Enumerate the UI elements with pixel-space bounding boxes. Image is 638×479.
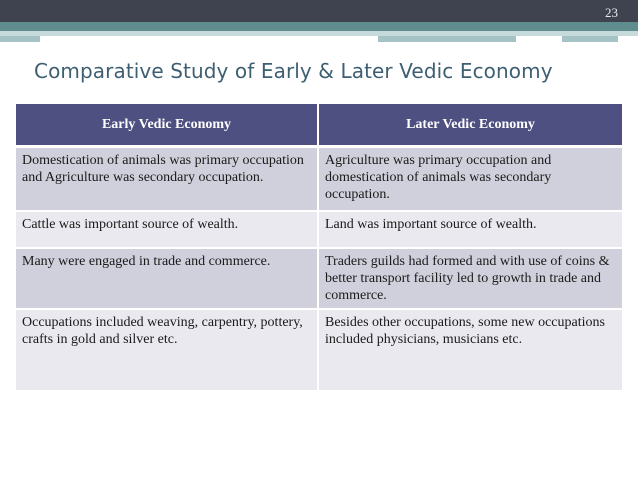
table-cell-later: Besides other occupations, some new occupations included physicians, musicians etc. — [318, 309, 622, 391]
table-header-row — [16, 104, 622, 147]
table-cell-early: Occupations included weaving, carpentry, pottery, crafts in gold and silver etc. — [16, 309, 318, 391]
table-cell-later: Traders guilds had formed and with use of coins & better transport facility led to growth in trade and commerce. — [318, 248, 622, 309]
table-cell-later: Land was important source of wealth. — [318, 211, 622, 248]
table-row — [16, 211, 622, 248]
table-row — [16, 248, 622, 309]
table-cell-early: Many were engaged in trade and commerce. — [16, 248, 318, 309]
header-later-vedic: Later Vedic Economy — [318, 104, 622, 147]
accent-stripe-segment — [562, 36, 618, 42]
slide-number: 23 — [605, 5, 618, 20]
table-row — [16, 309, 622, 391]
accent-stripe — [0, 22, 638, 31]
top-header-bar — [0, 0, 638, 22]
table-cell-later: Agriculture was primary occupation and domestication of animals was secondary occupation. — [318, 147, 622, 212]
accent-stripe-segment — [378, 36, 516, 42]
table-cell-early: Cattle was important source of wealth. — [16, 211, 318, 248]
accent-stripe-light — [0, 31, 638, 36]
header-early-vedic: Early Vedic Economy — [16, 104, 318, 147]
comparison-table — [16, 104, 622, 392]
accent-stripe-segment — [0, 36, 40, 42]
table-cell-early: Domestication of animals was primary occupation and Agriculture was secondary occupation. — [16, 147, 318, 212]
slide-title: Comparative Study of Early & Later Vedic Economy — [34, 59, 553, 83]
table-row — [16, 147, 622, 212]
